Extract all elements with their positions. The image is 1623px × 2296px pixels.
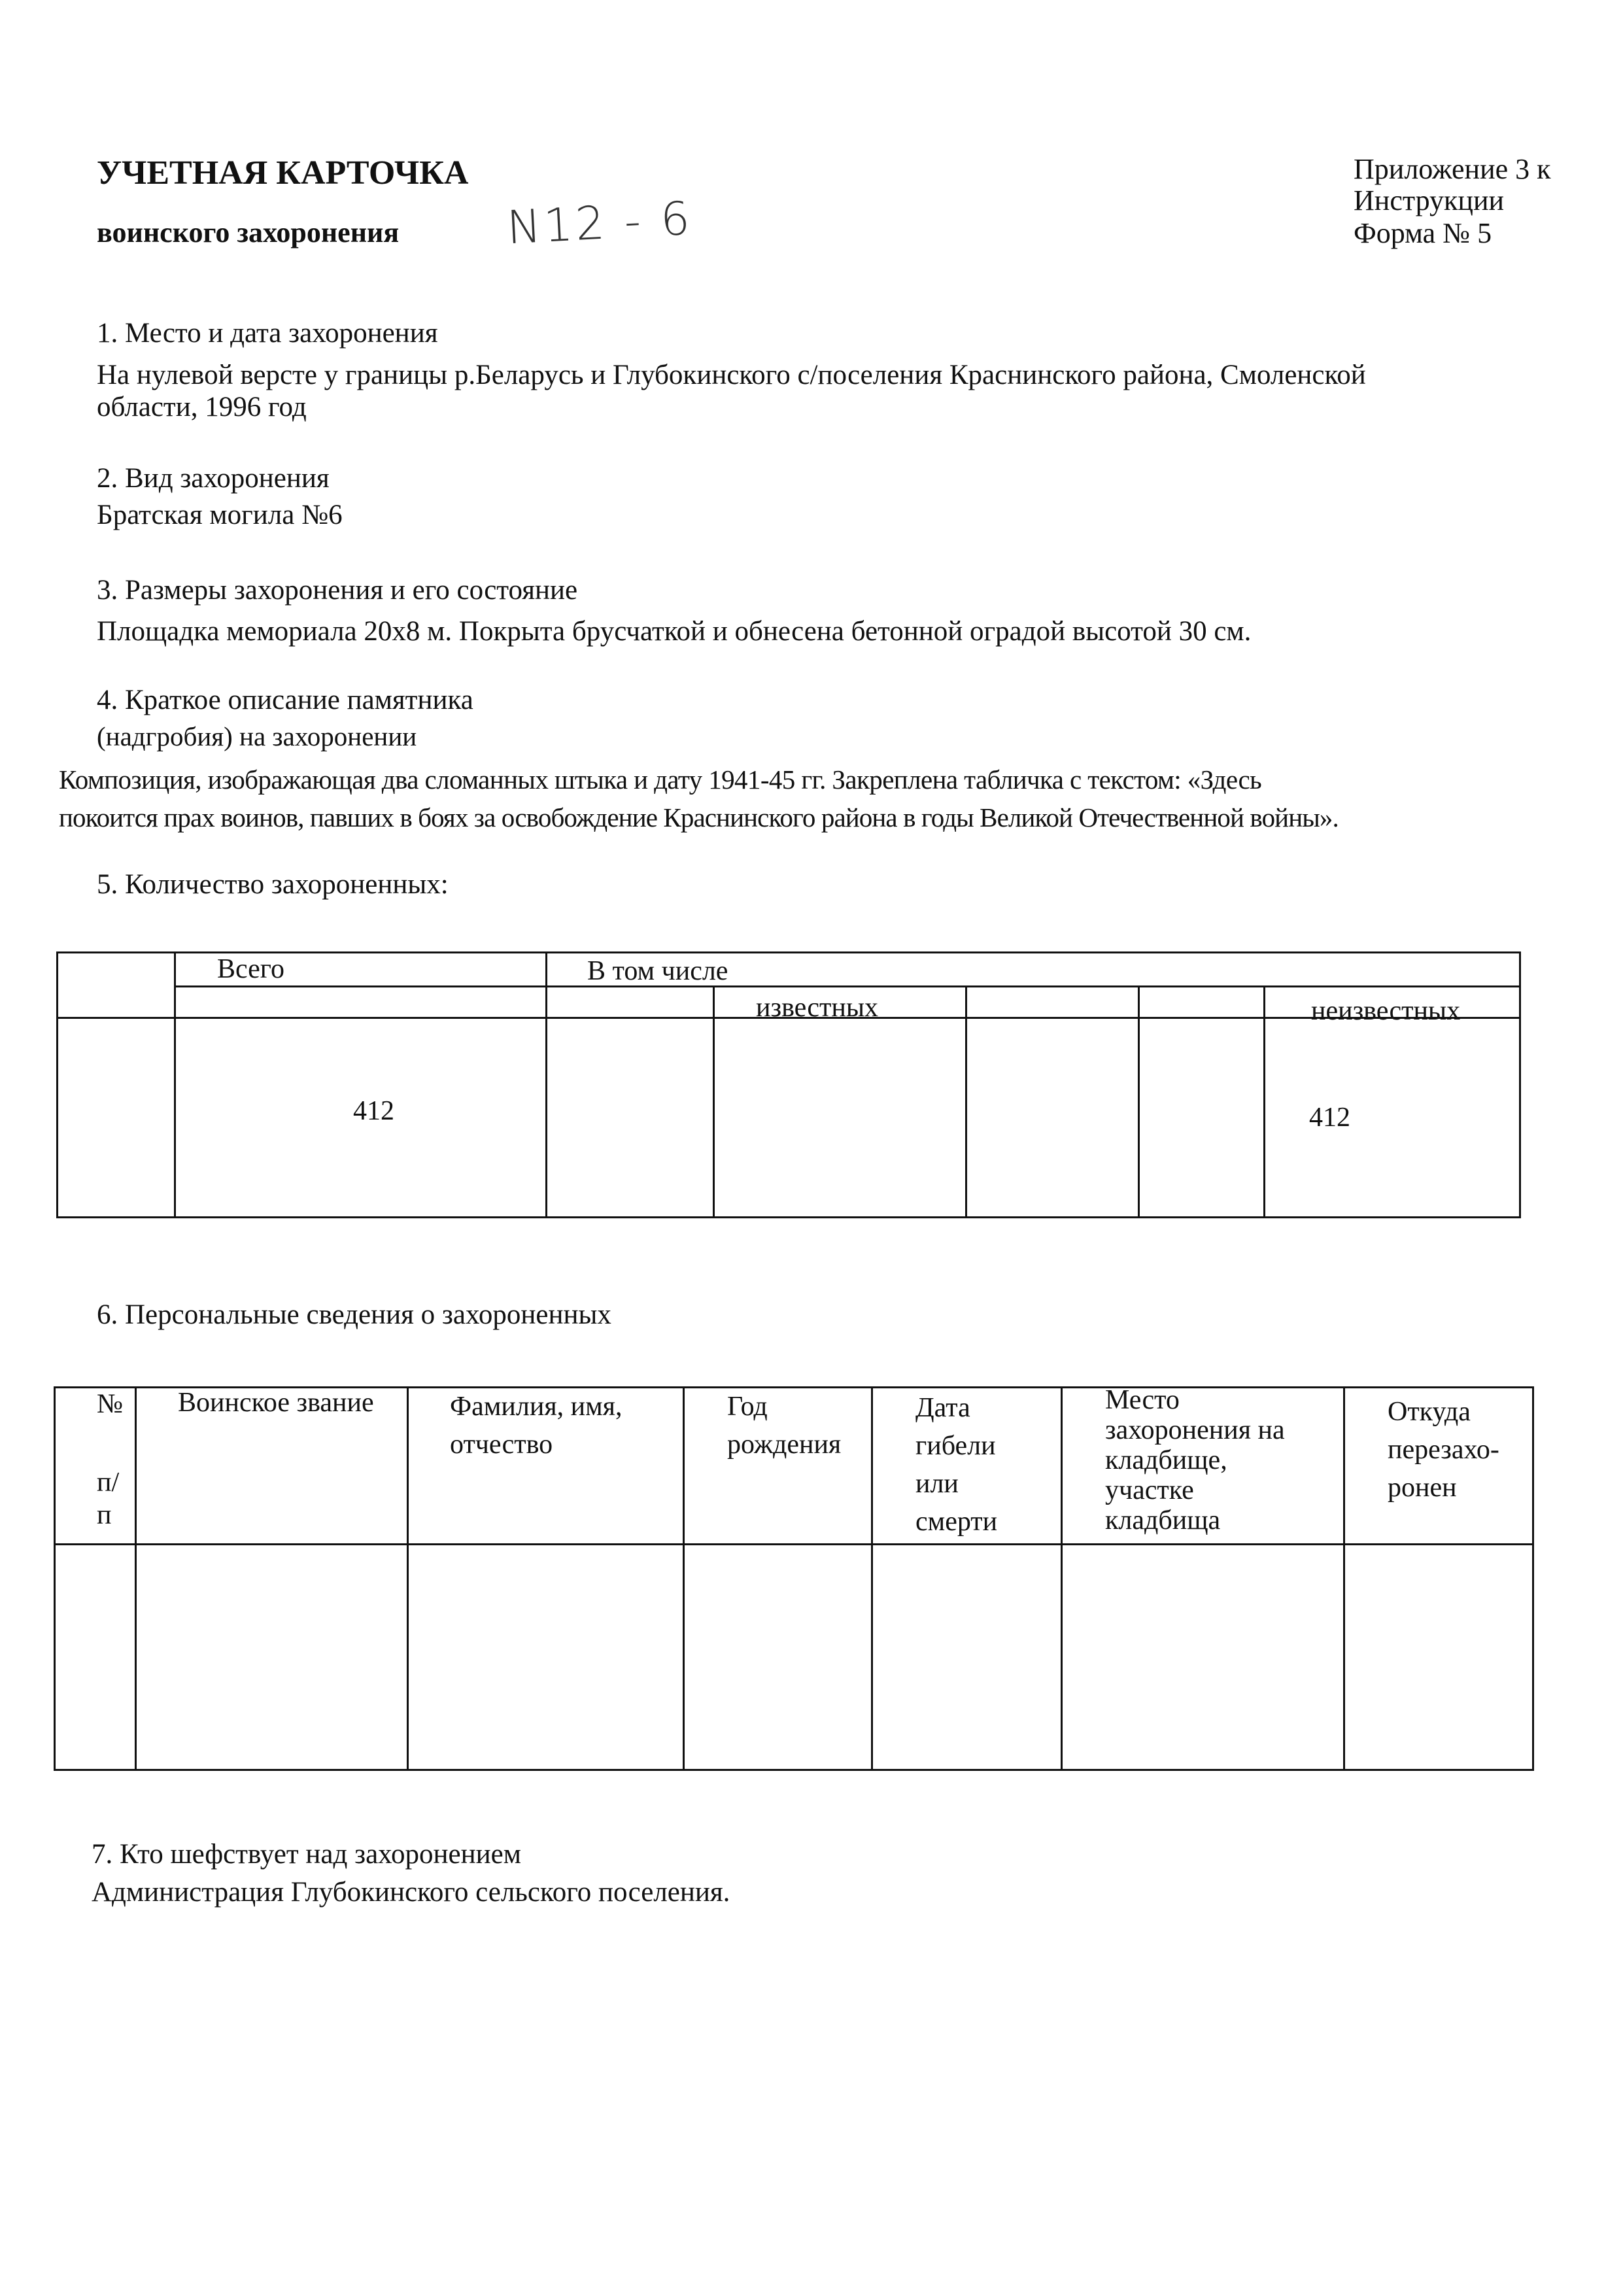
- col-death-header-4: смерти: [915, 1507, 998, 1537]
- section-1-line-2: области, 1996 год: [97, 392, 307, 422]
- col-birth-header-1: Год: [727, 1392, 768, 1422]
- appendix-line-2: Инструкции: [1354, 184, 1505, 216]
- col-birth-header-2: рождения: [727, 1430, 842, 1460]
- col-death-header-1: Дата: [915, 1393, 970, 1423]
- section-2-heading: 2. Вид захоронения: [97, 463, 330, 494]
- appendix-line-3: Форма № 5: [1354, 217, 1492, 249]
- section-4-heading-1: 4. Краткое описание памятника: [97, 685, 473, 715]
- section-7-heading: 7. Кто шефствует над захоронением: [92, 1839, 521, 1870]
- col-place-header-2: захоронения на: [1105, 1415, 1285, 1445]
- col-place-header-1: Место: [1105, 1385, 1180, 1415]
- column-unknown-header: неизвестных: [1311, 996, 1461, 1026]
- section-4-line-2: покоится прах воинов, павших в боях за освобождение Краснинского района в годы Великой Отечественной войны».: [59, 802, 1339, 832]
- col-number-header-2: п/: [97, 1467, 120, 1498]
- col-place-header-5: кладбища: [1105, 1505, 1221, 1535]
- col-number-header-1: №: [97, 1389, 124, 1419]
- handwritten-card-number: N12 - 6: [505, 191, 694, 255]
- section-2-value: Братская могила №6: [97, 500, 343, 530]
- col-place-header-3: кладбище,: [1105, 1445, 1227, 1475]
- col-place-header-4: участке: [1105, 1475, 1194, 1505]
- col-rank-header: Воинское звание: [178, 1388, 374, 1418]
- section-6-heading: 6. Персональные сведения о захороненных: [97, 1299, 611, 1330]
- col-origin-header-3: ронен: [1388, 1473, 1457, 1503]
- column-known-header: известных: [756, 993, 879, 1023]
- section-5-heading: 5. Количество захороненных:: [97, 869, 449, 900]
- col-death-header-3: или: [915, 1469, 959, 1499]
- section-1-heading: 1. Место и дата захоронения: [97, 318, 438, 349]
- col-number-header-3: п: [97, 1500, 112, 1530]
- col-death-header-2: гибели: [915, 1431, 996, 1461]
- card-subtitle: воинского захоронения: [97, 216, 400, 248]
- column-total-header: Всего: [217, 954, 284, 984]
- col-name-header-2: отчество: [450, 1430, 553, 1460]
- column-including-header: В том числе: [587, 956, 728, 986]
- total-count-value: 412: [353, 1096, 394, 1126]
- section-3-heading: 3. Размеры захоронения и его состояние: [97, 575, 578, 606]
- section-1-line-1: На нулевой версте у границы р.Беларусь и Глубокинского с/поселения Краснинского района, Смоленской: [97, 360, 1366, 390]
- section-4-heading-2: (надгробия) на захоронении: [97, 721, 417, 751]
- unknown-count-value: 412: [1309, 1103, 1350, 1133]
- section-4-line-1: Композиция, изображающая два сломанных штыка и дату 1941-45 гг. Закреплена табличка с текстом: «Здесь: [59, 764, 1262, 795]
- section-3-value: Площадка мемориала 20х8 м. Покрыта брусчаткой и обнесена бетонной оградой высотой 30 см.: [97, 616, 1252, 647]
- col-origin-header-1: Откуда: [1388, 1397, 1471, 1427]
- col-origin-header-2: перезахо-: [1388, 1435, 1499, 1465]
- section-7-value: Администрация Глубокинского сельского поселения.: [92, 1877, 730, 1908]
- card-title: УЧЕТНАЯ КАРТОЧКА: [97, 154, 469, 192]
- appendix-line-1: Приложение 3 к: [1354, 153, 1551, 185]
- col-name-header-1: Фамилия, имя,: [450, 1392, 623, 1422]
